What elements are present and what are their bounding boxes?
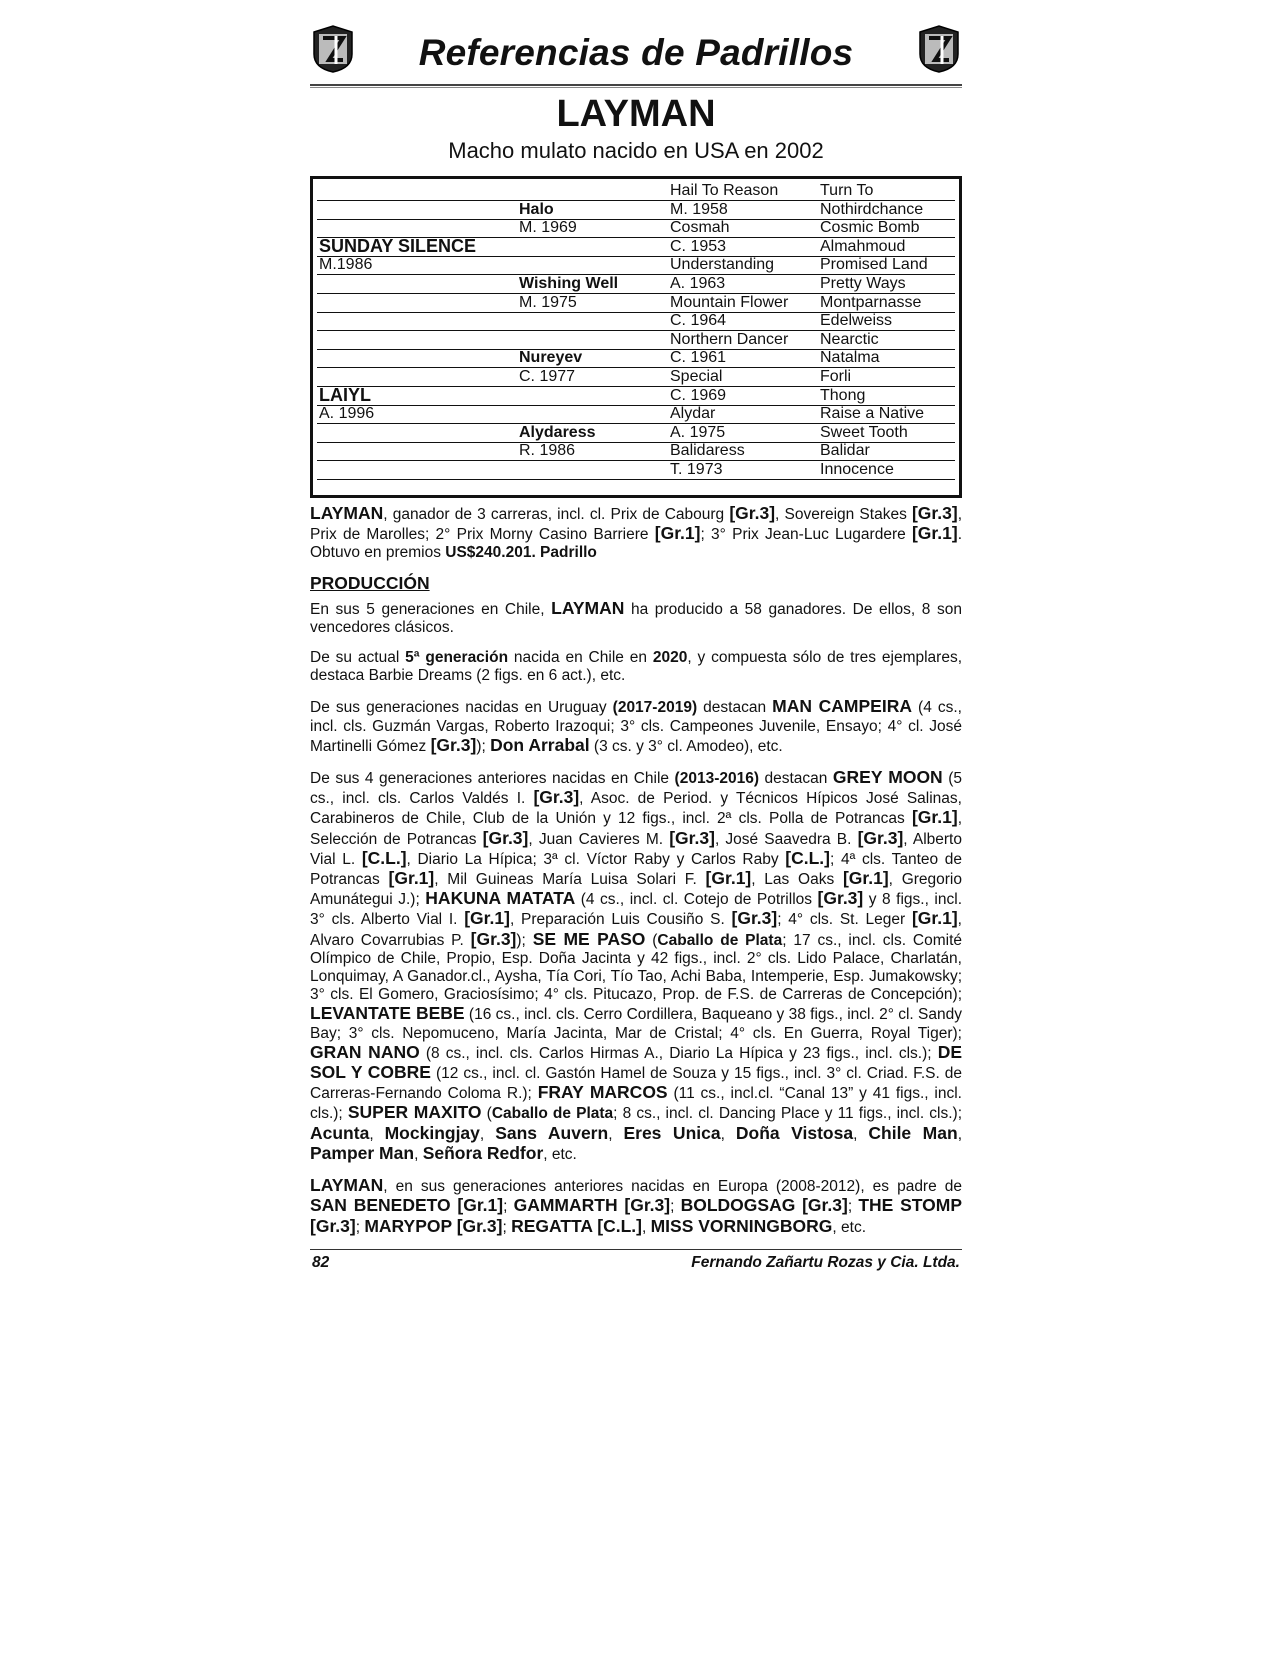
pedigree-cell: M. 1969 [519,219,577,237]
emphasis-text: [Gr.1] [911,523,958,544]
pedigree-row [317,255,955,275]
emphasis-text: (2017-2019) [612,699,698,717]
pedigree-cell: C. 1953 [670,237,727,255]
body-text: , y compuesta sólo de tres ejemplares, destaca Barbie Dreams (2 figs. en 6 act.), etc. [310,649,962,685]
emphasis-text: LAYMAN [310,503,384,523]
pedigree-cell: C. 1961 [670,349,727,367]
body-text: ha producido a 58 ganadores. De ellos, 8 son vencedores clásicos. [310,600,962,636]
emphasis-text: LAYMAN [310,1175,384,1196]
page [310,20,962,1276]
body-text: (12 cs., incl. cl. Gastón Hamel de Souza y 15 figs., incl. 3° cl. Criad. F.S. de Carreras-Fernando Coloma R.); [310,1065,962,1103]
body-text: ; 4ª cls. Tanteo de Potrancas [310,850,963,889]
horse-subtitle: Macho mulato nacido en USA en 2002 [448,138,824,163]
pedigree-cell: SUNDAY SILENCE [319,235,477,256]
emphasis-text: [Gr.3] [430,734,477,755]
pedigree-row [317,200,955,220]
pedigree-cell: Mountain Flower [670,293,789,311]
pedigree-cell: A. 1963 [670,275,726,292]
emphasis-text: [Gr.3] [817,888,864,909]
emphasis-text: Caballo de Plata [491,1105,614,1123]
emphasis-text: DE SOL Y COBRE [310,1041,962,1083]
emphasis-text: 5ª generación [405,649,509,667]
pedigree-row [317,237,955,257]
body-text: , Prix de Marolles; 2° Prix Morny Casino Barriere [310,506,962,544]
emphasis-text: GAMMARTH [Gr.3] [513,1195,671,1216]
body-text: destacan [697,699,773,717]
pedigree-row [317,423,955,443]
body-text: (4 cs., incl. cls. Guzmán Vargas, Roberto Irazoqui; 3° cls. Campeones Juvenile, Ensayo; 4° cl. José Martinelli Gómez [310,699,962,755]
body-text: ; [503,1198,514,1216]
pedigree-cell: Innocence [820,461,894,478]
emphasis-text: Sans Auvern [495,1122,609,1143]
body-text: ; 8 cs., incl. cl. Dancing Place y 11 figs., incl. cls.); [613,1105,963,1123]
body-text: ; 17 cs., incl. cls. Comité Olímpico de Chile, Propio, Esp. Doña Jacinta y 42 figs., incl. 2° cls. Lido Palace, Charlatán, Lonquimay, A Ganador.cl., Aysha, Tía Cori, Tío Tao, Achi Baba, Intemperie, Esp. Jumakowsky; 3° cls. El Gomero, Graciosísimo; 4° cls. Pitucazo, Prop. de F.S. de Carreras de Concepción); [310,931,962,1004]
pedigree-cell: Turn To [820,182,874,199]
body-text: , Asoc. de Period. y Técnicos Hípicos José Salinas, Carabineros de Chile, Club de la Unión y 12 figs., incl. 2ª cls. Polla de Potrancas [310,790,962,828]
emphasis-text: GREY MOON [832,767,943,788]
pedigree-row [317,293,955,313]
body-text: , [608,1125,624,1143]
emphasis-text: Doña Vistosa [735,1122,854,1143]
body-text: (4 cs., incl. cl. Cotejo de Potrillos [575,891,818,909]
emphasis-text: BOLDOGSAG [Gr.3] [680,1195,848,1216]
emphasis-text: [Gr.3] [911,503,958,523]
emphasis-text: Caballo de Plata [657,931,783,949]
emphasis-text: Don Arrabal [490,734,590,755]
emphasis-text: GRAN NANO [310,1041,420,1062]
pedigree-cell: Sweet Tooth [820,423,908,441]
emphasis-text: [Gr.3] [669,827,715,848]
pedigree-cell: Special [670,368,723,385]
pedigree-cell: C. 1977 [519,368,576,385]
pedigree-row [317,274,955,294]
body-text: , Alberto Vial L. [310,830,962,868]
emphasis-text: MAN CAMPEIRA [772,696,912,717]
pedigree-cell: Alydar [670,405,716,423]
pedigree-cell: C. 1964 [670,312,727,330]
body-text: (3 cs. y 3° cl. Amodeo), etc. [589,737,783,755]
pedigree-cell: Cosmah [670,219,730,237]
pedigree-cell: Thong [820,386,866,404]
section-title: PRODUCCIÓN [310,572,430,593]
body-text: , [414,1145,423,1163]
production-paragraph-2 [310,649,962,685]
emphasis-text: [Gr.3] [731,908,778,929]
body-text: , ganador de 3 carreras, incl. cl. Prix de Cabourg [383,506,730,523]
pedigree-cell: LAIYL [319,384,371,405]
body-text: nacida en Chile en [508,649,653,667]
page-number: 82 [312,1253,330,1271]
pedigree-row [317,367,955,387]
pedigree-row [317,404,955,424]
body-text: , Alvaro Covarrubias P. [310,911,962,949]
body-text: , [957,1125,962,1143]
emphasis-text: THE STOMP [Gr.3] [310,1195,962,1236]
body-text: (8 cs., incl. cls. Carlos Hirmas A., Diario La Hípica y 23 figs., incl. cls.); [419,1044,938,1062]
page-footer [310,1254,962,1276]
pedigree-cell: Alydaress [519,423,596,441]
pedigree-row [317,460,955,480]
production-paragraph-4 [310,768,962,1164]
body-text: (16 cs., incl. cls. Cerro Cordillera, Baqueano y 38 figs., incl. 2° cl. Sandy Bay; 3° cls. Nepomuceno, María Jacinta, Mar de Cristal; 4° cls. En Guerra, Royal Tiger); [310,1006,963,1042]
emphasis-text: MARYPOP [Gr.3] [364,1215,503,1236]
body-text: . Obtuvo en premios [310,526,963,562]
pedigree-cell: M. 1958 [670,200,728,218]
emphasis-text: [Gr.3] [482,827,529,848]
body-text: , Preparación Luis Cousiño S. [509,911,732,929]
body-text: , Las Oaks [751,871,843,889]
pedigree-cell: C. 1969 [670,386,727,404]
body-text: , [853,1125,869,1143]
pedigree-cell: Northern Dancer [670,330,789,348]
emphasis-text: Señora Redfor [422,1142,544,1163]
body-text: ; [502,1218,512,1236]
pedigree-cell: A. 1996 [319,405,375,423]
emphasis-text: [Gr.1] [388,868,435,889]
body-text: , Sovereign Stakes [775,506,912,523]
body-text: , etc. [543,1145,577,1163]
emphasis-text: [Gr.1] [705,868,752,889]
pedigree-cell: Halo [519,200,554,218]
pedigree-cell: M. 1975 [519,293,577,311]
page-header [310,20,962,82]
emphasis-text: [Gr.1] [654,523,701,544]
emphasis-text: LEVANTATE BEBE [310,1003,465,1024]
emphasis-text: [Gr.3] [470,928,517,949]
body-text: , [720,1125,736,1143]
pedigree-cell: Wishing Well [519,275,619,292]
pedigree-cell: Raise a Native [820,405,925,423]
pedigree-cell: T. 1973 [670,461,723,478]
pedigree-table [310,176,962,498]
body-text: ); [476,737,491,755]
body-text: ( [645,931,658,949]
body-text: , [479,1125,496,1143]
emphasis-text: Chile Man [868,1122,958,1143]
pedigree-cell: Nearctic [820,330,879,348]
body-text: y 8 figs., incl. 3° cls. Alberto Vial I. [310,891,962,929]
body-text: De sus 4 generaciones anteriores nacidas en Chile [310,770,675,788]
body-text: ; [355,1218,365,1236]
emphasis-text: SUPER MAXITO [347,1102,482,1123]
footer-rule [310,1249,962,1250]
header-title: Referencias de Padrillos [418,32,854,73]
pedigree-cell: Forli [820,368,852,385]
emphasis-text: 2020 [652,649,688,667]
pedigree-cell: Balidar [820,442,870,460]
pedigree-row [317,386,955,406]
emphasis-text: FRAY MARCOS [537,1082,668,1103]
emphasis-text: Eres Unica [623,1122,721,1143]
body-text: , Selección de Potrancas [310,810,962,848]
pedigree-row [317,441,955,461]
pedigree-cell: M.1986 [319,256,373,274]
emphasis-text: [Gr.3] [729,503,776,523]
pedigree-cell: Edelweiss [820,312,893,330]
body-text: , Diario La Hípica; 3ª cl. Víctor Raby y Carlos Raby [406,850,786,868]
pedigree-cell: Nothirdchance [820,200,924,218]
emphasis-text: REGATTA [C.L.] [511,1215,642,1236]
pedigree-cell: A. 1975 [670,423,726,441]
pedigree-row [317,348,955,368]
body-text: , etc. [832,1218,867,1236]
emphasis-text: (2013-2016) [674,770,759,788]
header-rule [310,84,962,88]
body-text: ; [847,1198,859,1216]
emphasis-text: [Gr.3] [533,787,580,808]
body-text: ); [516,931,533,949]
body-text: , Juan Cavieres M. [528,830,670,848]
body-text: , [641,1218,651,1236]
pedigree-cell: Understanding [670,256,775,274]
body-text: ; 4° cls. St. Leger [777,911,912,929]
pedigree-cell: Pretty Ways [820,275,906,292]
pedigree-cell: Almahmoud [820,237,906,255]
pedigree-row [317,330,955,350]
emphasis-text: HAKUNA MATATA [425,888,576,909]
emphasis-text: [Gr.3] [857,827,904,848]
emphasis-text: SAN BENEDETO [Gr.1] [310,1195,504,1216]
body-text: destacan [759,770,833,788]
emphasis-text: [Gr.1] [842,868,889,889]
emphasis-text: [Gr.1] [464,908,510,929]
emphasis-text: [C.L.] [785,847,830,868]
body-text: ( [481,1105,492,1123]
pedigree-cell: Cosmic Bomb [820,219,920,237]
pedigree-row [317,311,955,331]
body-text: ; [670,1198,681,1216]
pedigree-cell: Montparnasse [820,293,922,311]
logo-icon [916,24,962,74]
emphasis-text: Acunta [310,1122,370,1143]
emphasis-text: Pamper Man [310,1142,415,1163]
pedigree-cell: Balidaress [670,442,745,460]
intro-paragraph [310,504,962,563]
emphasis-text: [Gr.1] [911,908,958,929]
pedigree-cell: R. 1986 [519,442,576,460]
production-paragraph-3 [310,697,962,756]
body-text: , Mil Guineas María Luisa Solari F. [434,871,706,889]
emphasis-text: SE ME PASO [532,928,646,949]
body-text: ; 3° Prix Jean-Luc Lugardere [700,526,912,544]
pedigree-cell: Nureyev [519,349,583,367]
horse-name: LAYMAN [556,93,716,135]
body-text: De su actual [310,649,406,667]
emphasis-text: [Gr.1] [911,807,958,828]
body-text: En sus 5 generaciones en Chile, [310,600,552,618]
emphasis-text: MISS VORNINGBORG [650,1215,833,1236]
body-text: (5 cs., incl. cls. Carlos Valdés I. [310,770,962,808]
emphasis-text: [C.L.] [361,847,407,868]
emphasis-text: LAYMAN [551,597,625,618]
production-paragraph-5 [310,1176,962,1237]
pedigree-row [317,181,955,201]
body-text: (11 cs., incl.cl. “Canal 13” y 41 figs., incl. cls.); [310,1085,962,1123]
pedigree-cell: Hail To Reason [670,182,779,199]
pedigree-cell: Natalma [820,349,880,367]
body-text: , José Saavedra B. [714,830,858,848]
body-text: , Gregorio Amunátegui J.); [310,871,962,909]
body-text: , [369,1125,385,1143]
emphasis-text: Mockingjay [384,1122,480,1143]
pedigree-cell: Promised Land [820,256,928,274]
body-text: De sus generaciones nacidas en Uruguay [310,699,613,717]
body-text: , en sus generaciones anteriores nacidas en Europa (2008-2012), es padre de [383,1178,962,1196]
emphasis-text: US$240.201. Padrillo [445,544,597,562]
publisher: Fernando Zañartu Rozas y Cia. Ltda. [691,1253,960,1271]
production-paragraph-1 [310,599,962,637]
